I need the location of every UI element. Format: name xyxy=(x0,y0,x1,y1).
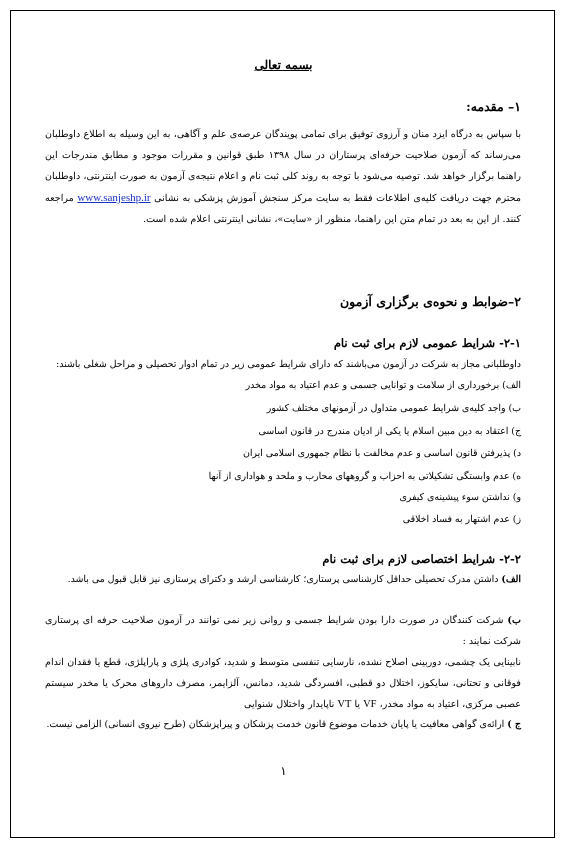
specific-item-be-detail xyxy=(45,652,521,715)
item-label: ب) xyxy=(507,615,521,626)
list-item: ج) اعتقاد به دین مبین اسلام یا یکی از ادیان مندرج در قانون اساسی xyxy=(258,426,521,437)
list-item: د) پذیرفتن قانون اساسی و عدم مخالفت با نظام جمهوری اسلامی ایران xyxy=(242,448,521,459)
specific-item-be xyxy=(45,610,521,652)
intro-text-start: با سپاس به درگاه ایزد منان و آرزوی توفیق برای تمامی پویندگان عرصه‌ی علم و آگاهی، به این وسیله به اطلاع داوطلبان می‌رساند که آزمون صلاحیت حرفه‌ای پرستاران در سال ۱۳۹۸ طبق قوانین و مقررات موجود و مطابق مندرجات این راهنما برگزار خواهد شد. توصیه می‌شود با توجه به روند کلی ثبت نام و اعلام نتیجه‌ی آزمون به صورت اینترنتی، داوطلبان محترم جهت دریافت کلیه‌ی اطلاعات فقط به سایت مرکز سنجش آموزش پزشکی به نشانی xyxy=(45,129,521,204)
section2-heading: ۲–ضوابط و نحوه‌ی برگزاری آزمون xyxy=(340,294,521,309)
list-item: الف) برخورداری از سلامت و توانایی جسمی و عدم اعتیاد به مواد مخدر xyxy=(245,380,521,391)
list-item: ب) واجد کلیه‌ی شرایط عمومی متداول در آزمونهای مختلف کشور xyxy=(266,403,521,414)
specific-item-alef xyxy=(68,574,521,585)
general-conditions-heading: ۲-۱- شرایط عمومی لازم برای ثبت نام xyxy=(333,336,521,350)
item-label: الف) xyxy=(501,574,521,585)
list-item: ه) عدم وابستگی تشکیلاتی به احزاب و گروههای محارب و ملحد و هواداری از آنها xyxy=(208,471,521,482)
sanjesh-website-link[interactable]: www.sanjeshp.ir xyxy=(77,191,151,204)
vf-abbrev: VF xyxy=(363,699,377,710)
item-text: ارائه‌ی گواهی معافیت یا پایان خدمات موضوع قانون خدمت پزشکان و پیراپزشکان (طرح نیروی انسانی) الزامی نیست. xyxy=(46,719,505,730)
page-number: ۱ xyxy=(280,764,287,778)
detail-text-start: نابینایی یک چشمی، دوربینی اصلاح نشده، نارسایی تنفسی متوسط و شدید، کوادری پلژی و پاراپلژی، قطع یا فقدان اندام فوقانی و تحتانی، سایکوز، اختلال دو قطبی، افسردگی شدید، دمانس، آلزایمر، مصرف داروهای محرک یا مخدر سیستم عصبی مرکزی، اعتیاد به مواد مخدر، xyxy=(45,657,521,710)
list-item: و) نداشتن سوء پیشینه‌ی کیفری xyxy=(399,492,521,503)
item-label: ج ) xyxy=(507,719,521,730)
general-conditions-lead: داوطلبانی مجاز به شرکت در آزمون می‌باشند که دارای شرایط عمومی زیر در تمام ادوار تحصیلی و مراحل شغلی باشند: xyxy=(56,359,521,370)
intro-text-end: مراجعه کنند. از این به بعد در تمام متن این راهنما، منظور از «سایت»، نشانی اینترنتی اعلام شده است. xyxy=(45,192,521,225)
intro-paragraph xyxy=(45,124,521,230)
detail-or: یا xyxy=(354,699,361,710)
specific-item-je xyxy=(46,719,521,730)
intro-heading: ۱– مقدمه: xyxy=(466,99,521,114)
item-text: شرکت کنندگان در صورت دارا بودن شرایط جسمی و روانی زیر نمی توانند در آزمون صلاحیت حرفه ای پرستاری شرکت نمایند : xyxy=(45,615,521,647)
detail-text-end: ناپایدار واختلال شنوایی xyxy=(243,699,335,710)
item-text: داشتن مدرک تحصیلی حداقل کارشناسی پرستاری؛ کارشناسی ارشد و دکترای پرستاری نیز قابل قبول می باشد. xyxy=(67,574,499,585)
list-item: ز) عدم اشتهار به فساد اخلاقی xyxy=(402,514,521,525)
vt-abbrev: VT xyxy=(337,699,352,710)
page-heading: بسمه تعالی xyxy=(254,58,313,72)
specific-conditions-heading: ۲-۲- شرایط اختصاصی لازم برای ثبت نام xyxy=(322,552,521,566)
